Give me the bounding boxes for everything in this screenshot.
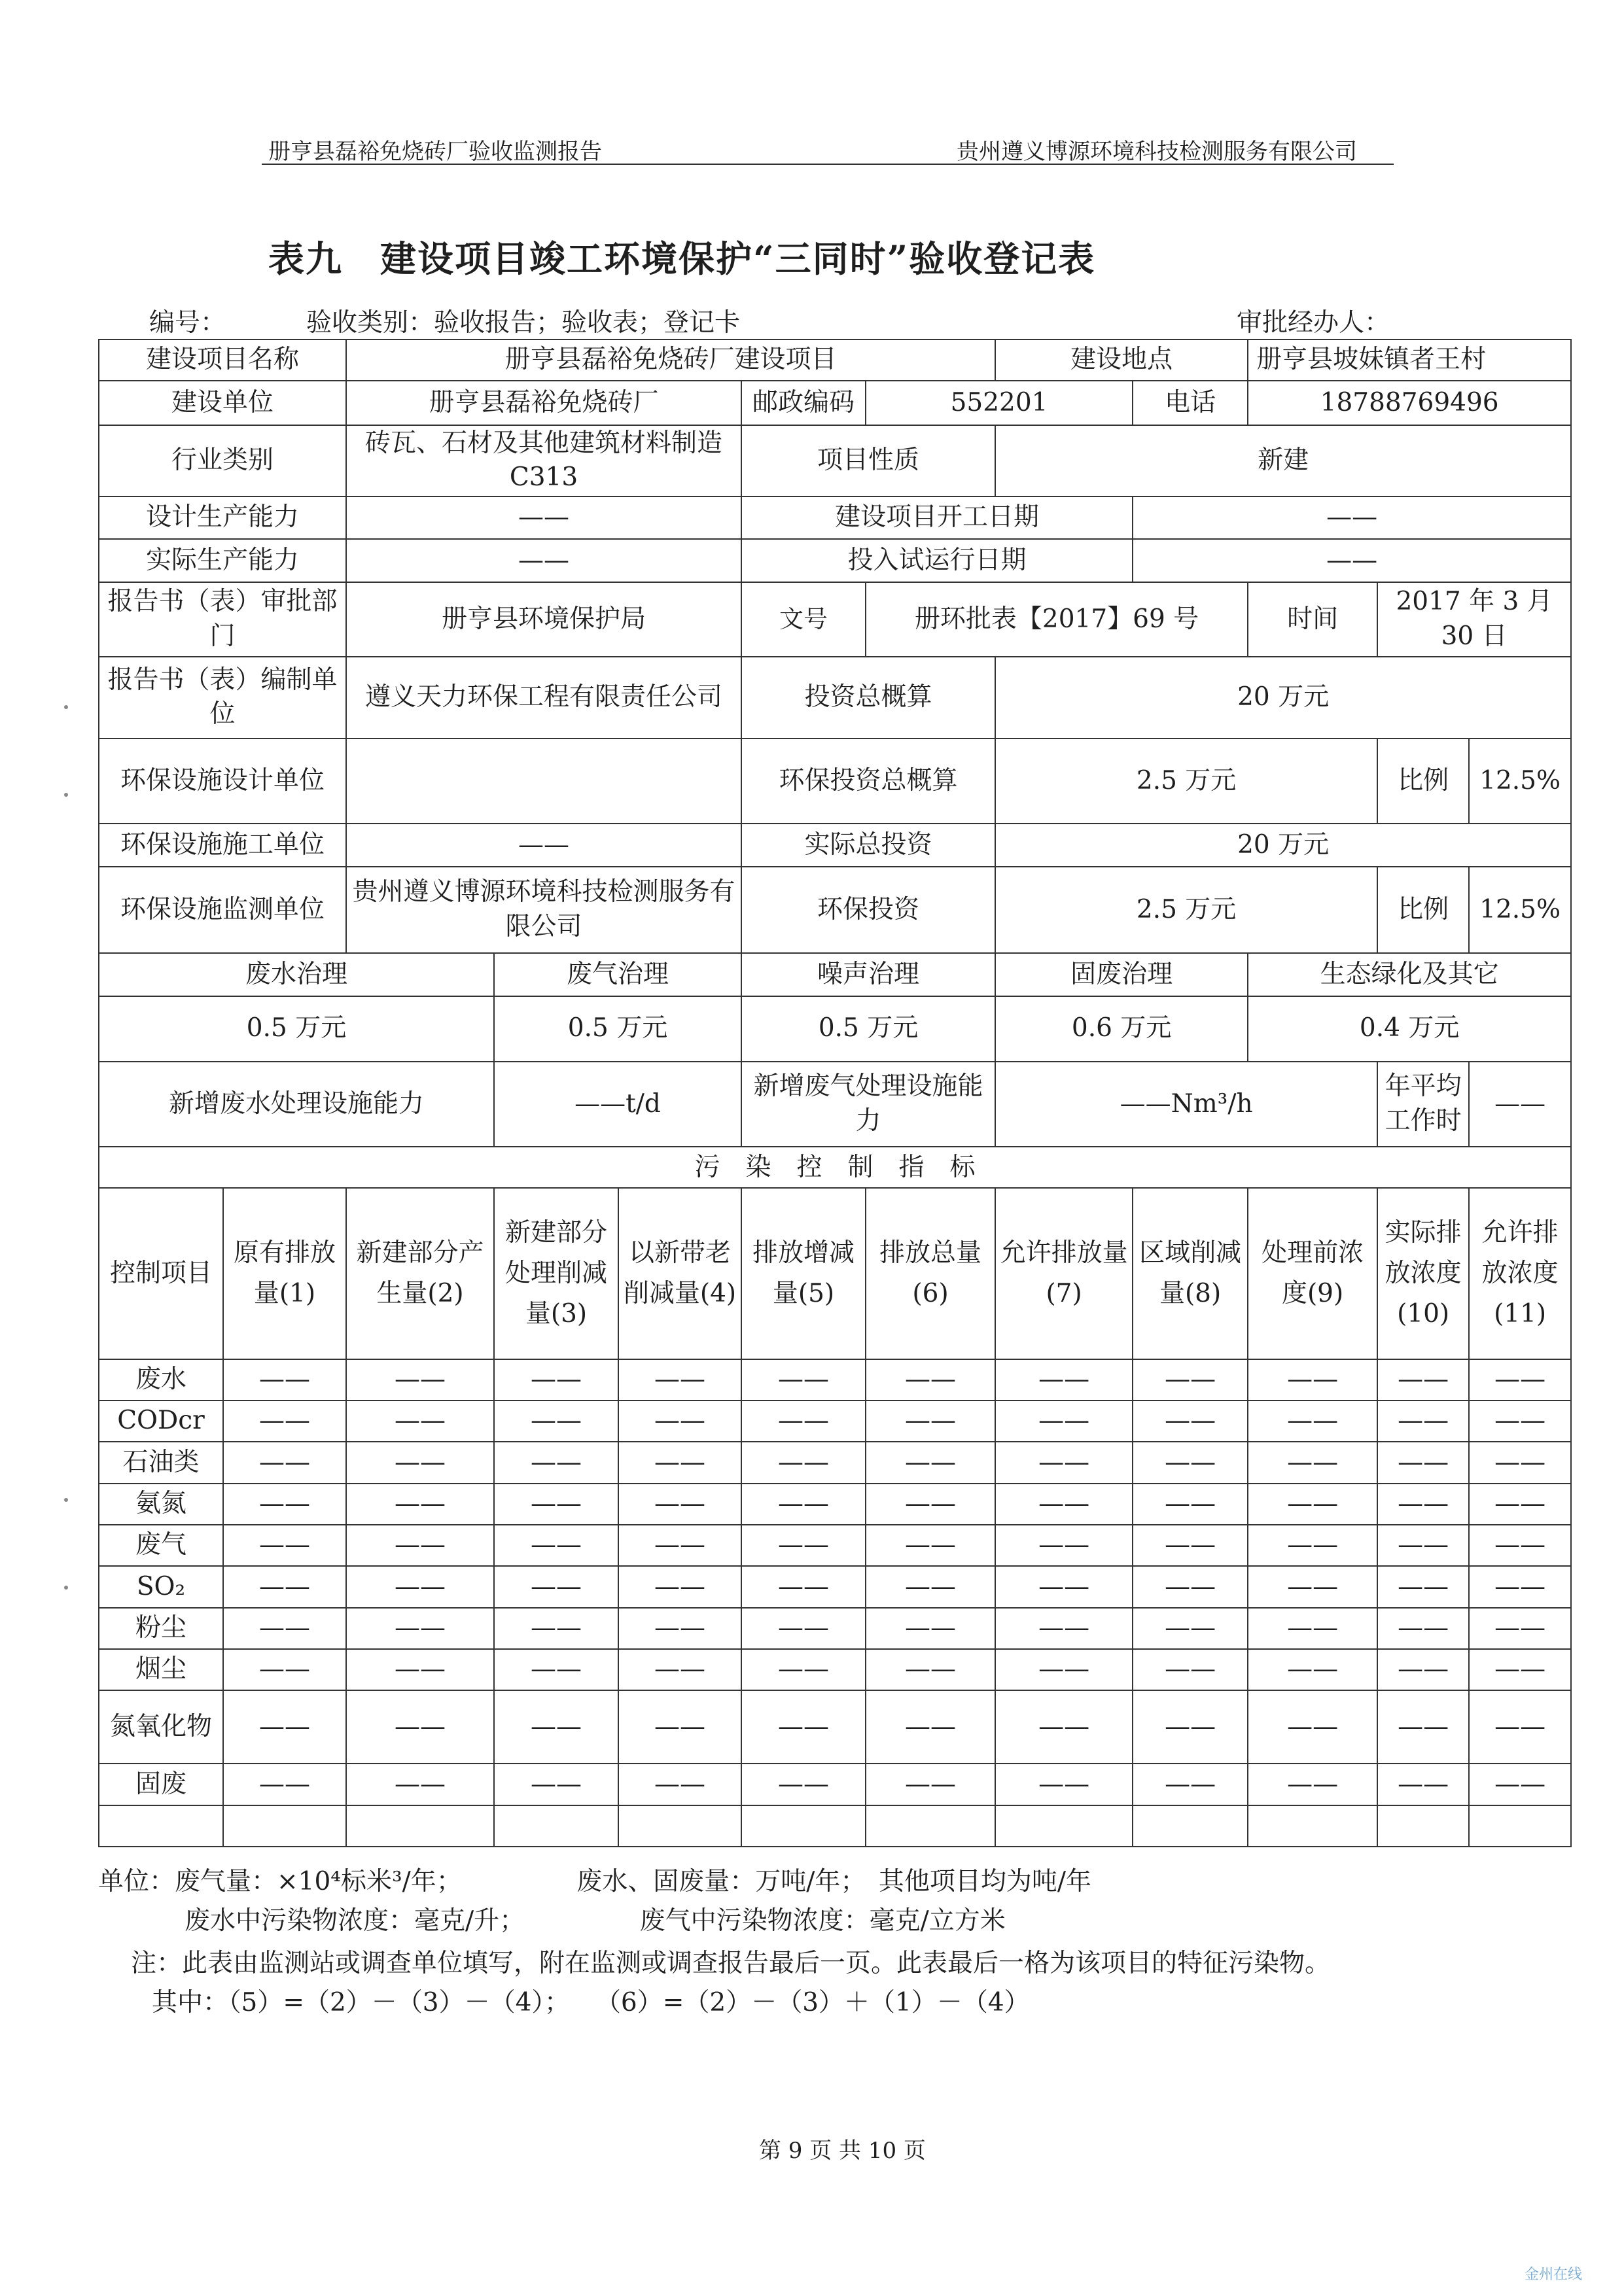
table-row [99,1359,1571,1400]
time-label: 时间 [1248,582,1377,657]
actual-capacity-label: 实际生产能力 [99,539,346,582]
table-row [99,1484,1571,1525]
table-row [99,1805,1571,1847]
pollutant-value: —— [618,1764,741,1805]
pollutant-value [866,1805,995,1847]
pollutant-value: —— [223,1649,346,1690]
pollutant-value: —— [1248,1566,1377,1607]
pollutant-value: —— [866,1690,995,1764]
new-water-capacity: ——t/d [494,1062,741,1147]
total-invest-label: 投资总概算 [741,657,995,739]
pollutant-value: —— [346,1566,494,1607]
pollutant-value [346,1805,494,1847]
pollution-header-cell: 区域削减量(8) [1133,1188,1248,1359]
pollutant-value: —— [1377,1484,1469,1525]
env-invest-budget: 2.5 万元 [995,739,1377,824]
start-date-label: 建设项目开工日期 [741,496,1133,539]
pollutant-item: 烟尘 [99,1649,223,1690]
table-row [99,1442,1571,1483]
pollutant-value: —— [741,1484,866,1525]
pollutant-value [618,1805,741,1847]
pollutant-value: —— [866,1764,995,1805]
scan-dot [64,1586,68,1590]
ratio-label: 比例 [1377,739,1469,824]
pollutant-item: 固废 [99,1764,223,1805]
pollutant-value: —— [741,1690,866,1764]
pollutant-value: —— [346,1764,494,1805]
pollutant-value: —— [346,1484,494,1525]
treatment-label: 固废治理 [995,953,1248,996]
treatment-label: 废水治理 [99,953,494,996]
pollutant-value: —— [1377,1566,1469,1607]
pollutant-item: CODcr [99,1400,223,1442]
pollutant-value: —— [1469,1400,1571,1442]
pollutant-value: —— [223,1525,346,1566]
pollutant-value: —— [1469,1442,1571,1483]
pollutant-value [223,1805,346,1847]
pollutant-value: —— [1469,1359,1571,1400]
pollutant-value: —— [741,1566,866,1607]
pollutant-value: —— [223,1484,346,1525]
treatment-value: 0.6 万元 [995,996,1248,1062]
pollutant-value: —— [1469,1484,1571,1525]
pollutant-value: —— [346,1608,494,1649]
treatment-label: 废气治理 [494,953,741,996]
pollutant-value: —— [866,1525,995,1566]
pollution-header-cell: 新建部分产生量(2) [346,1188,494,1359]
pollutant-value: —— [346,1400,494,1442]
pollutant-value: —— [741,1525,866,1566]
pollutant-value: —— [223,1608,346,1649]
design-unit [346,739,741,824]
pollutant-value: —— [1377,1608,1469,1649]
pollutant-value: —— [1377,1690,1469,1764]
location-label: 建设地点 [995,339,1248,381]
pollutant-value: —— [741,1649,866,1690]
pollutant-value: —— [618,1649,741,1690]
pollutant-value: —— [223,1764,346,1805]
pollutant-value: —— [346,1690,494,1764]
pollution-header-cell: 允许排放量(7) [995,1188,1133,1359]
pollution-header-cell: 排放增减量(5) [741,1188,866,1359]
pollutant-value: —— [866,1649,995,1690]
pollutant-value: —— [1469,1608,1571,1649]
pollutant-value: —— [494,1400,618,1442]
pollutant-value: —— [741,1608,866,1649]
pollutant-value: —— [995,1690,1133,1764]
pollution-header-cell: 新建部分处理削减量(3) [494,1188,618,1359]
pollutant-value: —— [223,1442,346,1483]
table-row [99,1608,1571,1649]
form-number-label: 编号： [149,308,226,338]
design-unit-label: 环保设施设计单位 [99,739,346,824]
pollutant-value: —— [494,1566,618,1607]
project-name: 册亨县磊裕免烧砖厂建设项目 [346,339,995,381]
watermark: 金州在线 [1525,2267,1583,2283]
table-row [99,1690,1571,1764]
treatment-value: 0.5 万元 [99,996,494,1062]
pollutant-value: —— [1133,1484,1248,1525]
pollutant-value: —— [494,1690,618,1764]
pollutant-value [741,1805,866,1847]
nature-label: 项目性质 [741,425,995,497]
compile-unit-label: 报告书（表）编制单位 [99,657,346,739]
table-row [99,1566,1571,1607]
phone-label: 电话 [1133,381,1248,425]
pollutant-value: —— [1377,1525,1469,1566]
pollutant-value: —— [494,1764,618,1805]
header-report-title: 册亨县磊裕免烧砖厂验收监测报告 [268,139,602,165]
pollution-header-cell: 原有排放量(1) [223,1188,346,1359]
ratio-budget: 12.5% [1469,739,1571,824]
pollutant-value: —— [1133,1525,1248,1566]
pollutant-value: —— [618,1525,741,1566]
construct-unit-label: 环保设施施工单位 [99,824,346,866]
pollutant-item: 废水 [99,1359,223,1400]
pollutant-value [1248,1805,1377,1847]
pollutant-value: —— [346,1649,494,1690]
treatment-label: 噪声治理 [741,953,995,996]
pollution-header-cell: 处理前浓度(9) [1248,1188,1377,1359]
pollutant-value: —— [866,1566,995,1607]
pollutant-value: —— [1469,1649,1571,1690]
pollutant-value: —— [1377,1764,1469,1805]
pollution-header-cell: 排放总量(6) [866,1188,995,1359]
pollutant-value: —— [1133,1566,1248,1607]
table-row [99,1400,1571,1442]
pollutant-value: —— [494,1525,618,1566]
postcode-label: 邮政编码 [741,381,866,425]
pollution-rows [99,1359,1571,1847]
pollutant-value: —— [1133,1649,1248,1690]
fill-note: 注：此表由监测站或调查单位填写，附在监测或调查报告最后一页。此表最后一格为该项目的特征污染物。 [131,1949,1331,1978]
pollutant-value: —— [1133,1608,1248,1649]
trial-date: —— [1133,539,1571,582]
pollutant-item: 氨氮 [99,1484,223,1525]
pollutant-value: —— [223,1400,346,1442]
formula-note: 其中：（5）=（2）－（3）－（4）； （6）=（2）－（3）＋（1）－（4） [152,1988,1030,2017]
pollutant-value: —— [1377,1359,1469,1400]
treatment-label: 生态绿化及其它 [1248,953,1571,996]
pollutant-value [1469,1805,1571,1847]
pollutant-item: 粉尘 [99,1608,223,1649]
approval-dept-label: 报告书（表）审批部门 [99,582,346,657]
pollutant-value: —— [995,1525,1133,1566]
annual-hours-label: 年平均工作时 [1377,1062,1469,1147]
time: 2017 年 3 月 30 日 [1377,582,1571,657]
design-capacity: —— [346,496,741,539]
pollutant-value: —— [223,1690,346,1764]
pollutant-value: —— [1248,1442,1377,1483]
ratio-label: 比例 [1377,867,1469,954]
pollutant-value: —— [1248,1608,1377,1649]
pollutant-value: —— [618,1690,741,1764]
pollutant-value: —— [995,1400,1133,1442]
pollutant-value: —— [618,1442,741,1483]
pollutant-item: SO₂ [99,1566,223,1607]
pollutant-value: —— [995,1566,1133,1607]
pollutant-value: —— [1248,1649,1377,1690]
approval-dept: 册亨县环境保护局 [346,582,741,657]
pollutant-value: —— [1377,1442,1469,1483]
unit: 册亨县磊裕免烧砖厂 [346,381,741,425]
pollutant-value: —— [618,1566,741,1607]
pollutant-value [494,1805,618,1847]
pollutant-value: —— [995,1359,1133,1400]
new-water-capacity-label: 新增废水处理设施能力 [99,1062,494,1147]
pollutant-value: —— [494,1649,618,1690]
actual-capacity: —— [346,539,741,582]
pollutant-value: —— [741,1442,866,1483]
pollutant-value: —— [741,1764,866,1805]
pollutant-item: 石油类 [99,1442,223,1483]
construct-unit: —— [346,824,741,866]
pollution-section-title: 污 染 控 制 指 标 [99,1147,1571,1188]
postcode: 552201 [866,381,1133,425]
pollutant-value: —— [1469,1566,1571,1607]
pollutant-value: —— [995,1649,1133,1690]
pollutant-value: —— [346,1442,494,1483]
pollutant-value: —— [741,1400,866,1442]
pollutant-value: —— [1469,1690,1571,1764]
pollutant-value: —— [618,1608,741,1649]
pollutant-value: —— [866,1359,995,1400]
pollutant-value: —— [1248,1359,1377,1400]
registration-table [98,339,1572,1847]
new-gas-capacity: ——Nm³/h [995,1062,1377,1147]
pollutant-value: —— [1469,1525,1571,1566]
page-number: 第 9 页 共 10 页 [759,2138,926,2164]
nature: 新建 [995,425,1571,497]
total-invest: 20 万元 [995,657,1571,739]
pollutant-item: 废气 [99,1525,223,1566]
pollutant-value: —— [1133,1359,1248,1400]
pollution-header-cell: 实际排放浓度(10) [1377,1188,1469,1359]
treatment-value: 0.5 万元 [741,996,995,1062]
pollutant-value: —— [1248,1525,1377,1566]
pollutant-value: —— [866,1442,995,1483]
monitor-unit-label: 环保设施监测单位 [99,867,346,954]
pollutant-value: —— [1248,1690,1377,1764]
env-invest-label: 环保投资 [741,867,995,954]
pollutant-value [1377,1805,1469,1847]
pollutant-value: —— [866,1484,995,1525]
pollutant-value: —— [1248,1484,1377,1525]
doc-no: 册环批表【2017】69 号 [866,582,1248,657]
compile-unit: 遵义天力环保工程有限责任公司 [346,657,741,739]
pollutant-value: —— [346,1525,494,1566]
approver-label: 审批经办人： [1237,308,1390,338]
pollutant-value: —— [1248,1400,1377,1442]
monitor-unit: 贵州遵义博源环境科技检测服务有限公司 [346,867,741,954]
pollutant-value: —— [618,1400,741,1442]
ratio-actual: 12.5% [1469,867,1571,954]
pollutant-value: —— [1469,1764,1571,1805]
unit-note-2: 废水中污染物浓度：毫克/升； 废气中污染物浓度：毫克/立方米 [185,1906,1006,1936]
pollution-header-cell: 以新带老削减量(4) [618,1188,741,1359]
pollutant-value: —— [995,1442,1133,1483]
scan-dot [64,1498,68,1502]
pollution-header-cell: 允许排放浓度(11) [1469,1188,1571,1359]
location: 册亨县坡妹镇者王村 [1248,339,1571,381]
table-row [99,1649,1571,1690]
unit-note-1: 单位：废气量：×10⁴标米³/年； 废水、固废量：万吨/年； 其他项目均为吨/年 [98,1867,1091,1896]
pollutant-value: —— [223,1359,346,1400]
pollutant-item: 氮氧化物 [99,1690,223,1764]
pollutant-value: —— [1248,1764,1377,1805]
new-gas-capacity-label: 新增废气处理设施能力 [741,1062,995,1147]
pollutant-value: —— [494,1608,618,1649]
table-row [99,1525,1571,1566]
env-invest: 2.5 万元 [995,867,1377,954]
header-rule [262,164,1394,165]
scan-dot [64,705,68,709]
env-invest-budget-label: 环保投资总概算 [741,739,995,824]
pollutant-item [99,1805,223,1847]
pollutant-value [1133,1805,1248,1847]
pollutant-value: —— [1133,1690,1248,1764]
design-capacity-label: 设计生产能力 [99,496,346,539]
pollutant-value: —— [995,1484,1133,1525]
pollutant-value [995,1805,1133,1847]
pollution-header-cell: 控制项目 [99,1188,223,1359]
pollutant-value: —— [1377,1400,1469,1442]
table-row [99,1764,1571,1805]
actual-invest: 20 万元 [995,824,1571,866]
phone: 18788769496 [1248,381,1571,425]
treatment-value: 0.5 万元 [494,996,741,1062]
annual-hours: —— [1469,1062,1571,1147]
industry: 砖瓦、石材及其他建筑材料制造 C313 [346,425,741,497]
project-name-label: 建设项目名称 [99,339,346,381]
treatment-value: 0.4 万元 [1248,996,1571,1062]
pollutant-value: —— [1133,1400,1248,1442]
pollutant-value: —— [223,1566,346,1607]
unit-label: 建设单位 [99,381,346,425]
acceptance-category: 验收类别：验收报告；验收表；登记卡 [306,308,741,338]
pollutant-value: —— [995,1764,1133,1805]
pollutant-value: —— [494,1359,618,1400]
pollutant-value: —— [995,1608,1133,1649]
pollutant-value: —— [618,1484,741,1525]
industry-label: 行业类别 [99,425,346,497]
start-date: —— [1133,496,1571,539]
pollutant-value: —— [866,1400,995,1442]
pollutant-value: —— [1377,1649,1469,1690]
pollutant-value: —— [741,1359,866,1400]
pollutant-value: —— [618,1359,741,1400]
actual-invest-label: 实际总投资 [741,824,995,866]
pollutant-value: —— [1133,1764,1248,1805]
pollutant-value: —— [494,1484,618,1525]
header-company: 贵州遵义博源环境科技检测服务有限公司 [957,139,1357,165]
pollutant-value: —— [866,1608,995,1649]
pollutant-value: —— [1133,1442,1248,1483]
pollutant-value: —— [494,1442,618,1483]
scan-dot [64,793,68,797]
pollutant-value: —— [346,1359,494,1400]
trial-date-label: 投入试运行日期 [741,539,1133,582]
page-title: 表九 建设项目竣工环境保护“三同时”验收登记表 [268,237,1096,280]
doc-no-label: 文号 [741,582,866,657]
